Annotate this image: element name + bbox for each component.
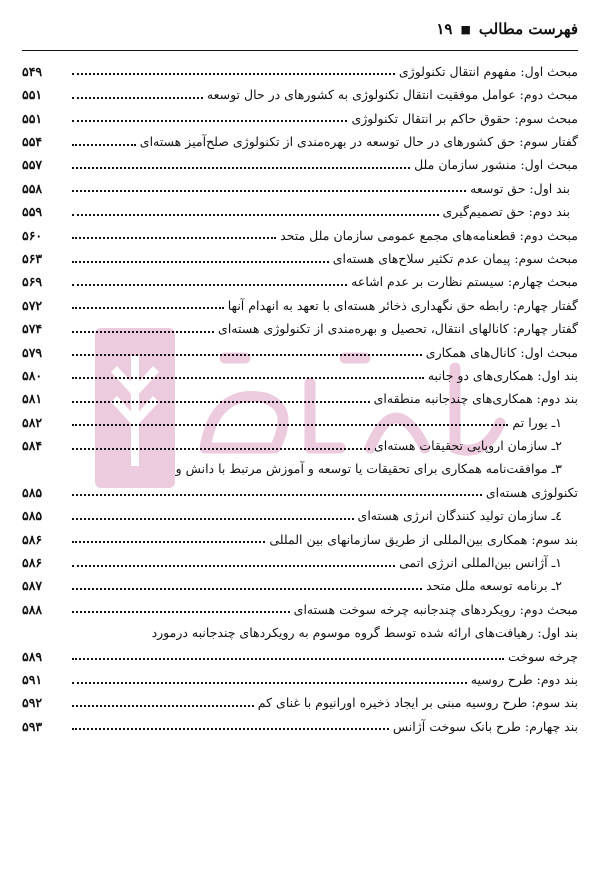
toc-entry-title: تکنولوژی هسته‌ای (485, 484, 578, 500)
toc-entry-page: ۵۹۳ (22, 718, 43, 734)
toc-entry[interactable] (22, 245, 578, 268)
toc-entry-page: ۵۸۴ (22, 438, 43, 454)
dot-leader (72, 682, 467, 684)
dot-leader (72, 73, 395, 75)
dot-leader (72, 307, 224, 309)
toc-entry-title: ٤ـ سازمان تولید کنندگان انرژی هسته‌ای (357, 508, 562, 524)
dot-leader (72, 377, 424, 379)
dot-leader (72, 190, 466, 192)
dot-leader (72, 167, 410, 169)
toc-entry[interactable] (22, 573, 578, 596)
dot-leader (72, 588, 422, 590)
toc-entry[interactable] (22, 362, 578, 385)
square-icon: ■ (460, 22, 471, 36)
toc-entry[interactable] (22, 690, 578, 713)
dot-leader (72, 611, 290, 613)
dot-leader (72, 424, 508, 426)
toc-entry-title: مبحث سوم: حقوق حاکم بر انتقال تکنولوژی (351, 110, 578, 126)
dot-leader (72, 120, 347, 122)
toc-entry-title: ۲ـ سازمان اروپایی تحقیقات هسته‌ای (373, 438, 562, 454)
toc-entry-title: مبحث اول: منشور سازمان ملل (414, 157, 578, 173)
toc-entry-title: بند سوم: همکاری بین‌المللی از طریق سازمانهای بین المللی (269, 531, 578, 547)
toc-entry-title: مبحث دوم: عوامل موفقیت انتقال تکنولوژی به کشورهای در حال توسعه (206, 87, 578, 103)
dot-leader (72, 658, 504, 660)
toc-entry-page: ۵۹۱ (22, 672, 43, 688)
toc-entry-title: گفتار چهارم: کانالهای انتقال، تحصیل و بهره‌مندی از تکنولوژی هسته‌ای (218, 321, 578, 337)
toc-entry-title: بند دوم: همکاری‌های چندجانبه منطقه‌ای (373, 391, 578, 407)
toc-entry-page: ۵۵۴ (22, 134, 43, 150)
toc-entry-title: بند چهارم: طرح بانک سوخت آژانس (392, 718, 578, 734)
toc-entry[interactable] (22, 175, 578, 198)
toc-entry-page: ۵۵۹ (22, 204, 43, 220)
toc-entry-page: ۵۸۷ (22, 578, 43, 594)
dot-leader (72, 284, 347, 286)
toc-entry[interactable] (22, 81, 578, 104)
toc-entry-title: ۱ـ آژانس بین‌المللی انرژی اتمی (399, 555, 562, 571)
toc-entry-page: ۵۵۸ (22, 180, 43, 196)
dot-leader (72, 541, 265, 543)
toc-entry-page: ۵۸۶ (22, 531, 43, 547)
toc-entry-title: گفتار چهارم: رابطه حق نگهداری ذخائر هسته‌ای با تعهد به انهدام آنها (227, 297, 578, 313)
toc-entry-page: ۵۶۰ (22, 227, 43, 243)
toc-entry-page: ۵۵۱ (22, 110, 43, 126)
toc-entry[interactable] (22, 502, 578, 525)
dot-leader (72, 97, 203, 99)
toc-entry[interactable] (22, 58, 578, 81)
toc-entry-title: مبحث چهارم: سیستم نظارت بر عدم اشاعه (351, 274, 578, 290)
toc-entry[interactable] (22, 596, 578, 619)
toc-entry-title: بند سوم: طرح روسیه مبنی بر ایجاد ذخیره اورانیوم با غنای کم (257, 695, 578, 711)
toc-entry[interactable] (22, 549, 578, 572)
toc-entry-title: بند اول: حق توسعه (470, 180, 570, 196)
toc-entry-title: مبحث دوم: قطعنامه‌های مجمع عمومی سازمان ملل متحد (280, 227, 578, 243)
toc-entry[interactable] (22, 222, 578, 245)
dot-leader (72, 705, 254, 707)
toc-entry-page: ۵۷۲ (22, 297, 43, 313)
toc-entry[interactable] (22, 643, 578, 666)
dot-leader (72, 237, 276, 239)
toc-entry[interactable] (22, 409, 578, 432)
dot-leader (72, 494, 482, 496)
toc-entry-page: ۵۷۹ (22, 344, 43, 360)
toc-entry[interactable] (22, 339, 578, 362)
toc-entry-first-line[interactable] (22, 619, 578, 642)
toc-entry[interactable] (22, 526, 578, 549)
toc-entry[interactable] (22, 128, 578, 151)
toc-entry-page: ۵۸۹ (22, 648, 43, 664)
toc-entry-page: ۵۶۹ (22, 274, 43, 290)
toc-entry-title: مبحث سوم: پیمان عدم تکثیر سلاح‌های هسته‌ای (332, 251, 578, 267)
toc-entry-title-line1: ۳ـ موافقت‌نامه همکاری برای تحقیقات یا توسعه و آموزش مرتبط با دانش و (175, 461, 562, 477)
dot-leader (72, 261, 329, 263)
toc-entry-page: ۵۸۲ (22, 414, 43, 430)
toc-entry-page: ۵۵۱ (22, 87, 43, 103)
header-rule (22, 50, 578, 51)
toc-entry[interactable] (22, 315, 578, 338)
toc-entry-title: مبحث اول: کانال‌های همکاری (425, 344, 578, 360)
page-header (22, 14, 578, 44)
toc-entry-page: ۵۸۵ (22, 484, 43, 500)
toc-entry-page: ۵۹۲ (22, 695, 43, 711)
toc-entry-title: ۱ـ یورا تم (512, 414, 562, 430)
toc-entry-title: بند دوم: طرح روسیه (470, 672, 578, 688)
toc-entry[interactable] (22, 432, 578, 455)
toc-entry[interactable] (22, 385, 578, 408)
toc-entry-page: ۵۶۳ (22, 251, 43, 267)
dot-leader (72, 728, 389, 730)
toc-entry-first-line[interactable] (22, 456, 578, 479)
toc-entry[interactable] (22, 479, 578, 502)
toc-entry-page: ۵۸۵ (22, 508, 43, 524)
toc-entry-title: ۲ـ برنامه توسعه ملل متحد (426, 578, 562, 594)
toc-entry-page: ۵۸۱ (22, 391, 43, 407)
header-page-number: ۱۹ (436, 20, 453, 38)
dot-leader (72, 518, 354, 520)
dot-leader (72, 331, 214, 333)
toc-entry-title-line1: بند اول: رهیافت‌های ارائه شده توسط گروه موسوم به رویکردهای چندجانبه درمورد (151, 624, 578, 640)
toc-entry[interactable] (22, 105, 578, 128)
dot-leader (72, 401, 370, 403)
toc-entry[interactable] (22, 152, 578, 175)
toc-entry[interactable] (22, 198, 578, 221)
toc-entry[interactable] (22, 666, 578, 689)
dot-leader (72, 448, 370, 450)
toc-entry-title: مبحث اول: مفهوم انتقال تکنولوژی (398, 63, 578, 79)
toc-entry-title: بند اول: همکاری‌های دو جانبه (427, 367, 578, 383)
toc-entry[interactable] (22, 269, 578, 292)
toc-entry-page: ۵۸۰ (22, 367, 43, 383)
header-title: فهرست مطالب (478, 20, 578, 38)
toc-entry-page: ۵۵۷ (22, 157, 43, 173)
toc-entry-page: ۵۷۴ (22, 321, 43, 337)
toc-list (22, 58, 578, 736)
dot-leader (72, 354, 422, 356)
toc-entry-title: بند دوم: حق تصمیم‌گیری (442, 204, 570, 220)
toc-entry-title: چرخه سوخت (508, 648, 578, 664)
dot-leader (72, 565, 395, 567)
toc-entry-title: مبحث دوم: رویکردهای چندجانبه چرخه سوخت هسته‌ای (293, 601, 578, 617)
toc-entry[interactable] (22, 292, 578, 315)
toc-entry-page: ۵۴۹ (22, 63, 43, 79)
toc-entry-page: ۵۸۸ (22, 601, 43, 617)
dot-leader (72, 214, 439, 216)
toc-entry-title: گفتار سوم: حق کشورهای در حال توسعه در بهره‌مندی از تکنولوژی صلح‌آمیز هسته‌ای (139, 134, 578, 150)
dot-leader (72, 144, 136, 146)
toc-entry-page: ۵۸۶ (22, 555, 43, 571)
toc-entry[interactable] (22, 713, 578, 736)
